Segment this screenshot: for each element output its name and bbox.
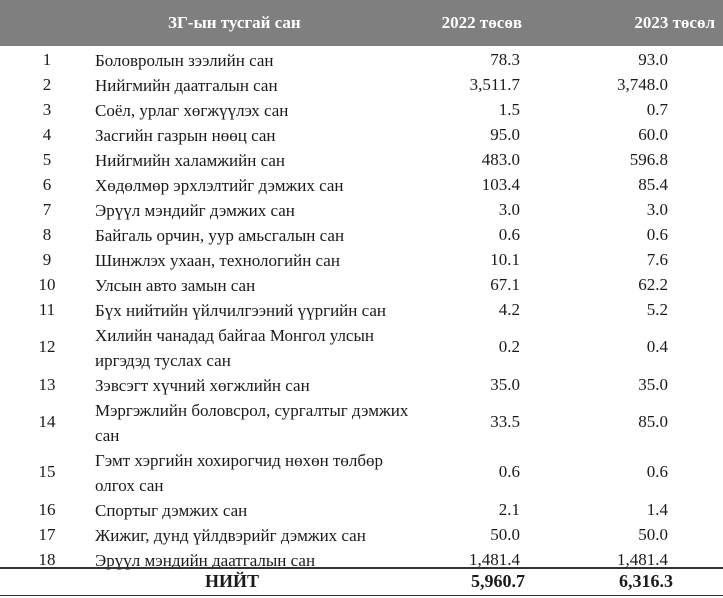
fund-name: Боловролын зээлийн сан xyxy=(95,51,274,70)
row-number: 13 xyxy=(38,375,56,394)
value-2022: 35.0 xyxy=(490,375,520,394)
row-number: 3 xyxy=(42,100,52,119)
value-2022: 103.4 xyxy=(481,175,520,194)
fund-name: Спортыг дэмжих сан xyxy=(95,501,248,520)
value-2023: 85.0 xyxy=(638,412,668,431)
value-2023: 85.4 xyxy=(638,175,668,194)
fund-name: Бүх нийтийн үйлчилгээний үүргийн сан xyxy=(95,301,387,320)
row-number: 9 xyxy=(42,250,52,269)
header-2023-draft: 2023 төсөл xyxy=(634,13,715,32)
table-row xyxy=(0,448,723,498)
fund-name: Гэмт хэргийн хохирогчид нөхөн төлбөр олгох сан xyxy=(95,451,384,495)
value-2023: 3,748.0 xyxy=(617,75,668,94)
row-number: 8 xyxy=(42,225,52,244)
row-number: 17 xyxy=(38,525,56,544)
header-2022-budget: 2022 төсөв xyxy=(441,13,522,32)
table-row xyxy=(0,223,723,248)
table-row xyxy=(0,398,723,448)
value-2022: 1,481.4 xyxy=(469,550,520,569)
fund-name: Эрүүл мэндийн даатгалын сан xyxy=(95,551,316,570)
row-number: 2 xyxy=(42,75,52,94)
fund-name: Нийгмийн халамжийн сан xyxy=(95,151,285,170)
value-2023: 5.2 xyxy=(646,300,668,319)
fund-name: Байгаль орчин, уур амьсгалын сан xyxy=(95,226,345,245)
fund-name: Жижиг, дунд үйлдвэрийг дэмжих сан xyxy=(95,526,366,545)
value-2022: 3,511.7 xyxy=(469,75,520,94)
fund-name: Мэргэжлийн боловсрол, сургалтыг дэмжих сан xyxy=(95,401,409,445)
header-fund-name: ЗГ-ын тусгай сан xyxy=(168,13,301,32)
value-2023: 1,481.4 xyxy=(617,550,668,569)
table-row xyxy=(0,123,723,148)
value-2023: 50.0 xyxy=(638,525,668,544)
value-2022: 10.1 xyxy=(490,250,520,269)
total-divider xyxy=(0,567,723,569)
table-header xyxy=(0,0,723,46)
fund-name: Хөдөлмөр эрхлэлтийг дэмжих сан xyxy=(95,176,344,195)
row-number: 5 xyxy=(42,150,52,169)
table-row xyxy=(0,248,723,273)
value-2023: 93.0 xyxy=(638,50,668,69)
fund-name: Засгийн газрын нөөц сан xyxy=(95,126,276,145)
table-row xyxy=(0,48,723,73)
row-number: 14 xyxy=(38,412,56,431)
value-2022: 3.0 xyxy=(498,200,520,219)
row-number: 11 xyxy=(38,300,56,319)
value-2023: 0.4 xyxy=(646,337,668,356)
row-number: 15 xyxy=(38,462,56,481)
table-row xyxy=(0,73,723,98)
row-number: 12 xyxy=(38,337,56,356)
fund-name: Соёл, урлаг хөгжүүлэх сан xyxy=(95,101,289,120)
table-row xyxy=(0,548,723,573)
value-2022: 95.0 xyxy=(490,125,520,144)
total-label: НИЙТ xyxy=(205,571,260,591)
row-number: 4 xyxy=(42,125,52,144)
value-2022: 0.6 xyxy=(498,225,520,244)
value-2022: 67.1 xyxy=(490,275,520,294)
value-2022: 0.2 xyxy=(498,337,520,356)
fund-name: Хилийн чанадад байгаа Монгол улсын иргэдэд туслах сан xyxy=(95,326,374,370)
table-row xyxy=(0,298,723,323)
table-row xyxy=(0,198,723,223)
fund-name: Шинжлэх ухаан, технологийн сан xyxy=(95,251,340,270)
value-2023: 596.8 xyxy=(629,150,668,169)
bottom-divider xyxy=(0,595,723,596)
value-2023: 0.6 xyxy=(646,462,668,481)
value-2022: 2.1 xyxy=(498,500,520,519)
row-number: 1 xyxy=(42,50,52,69)
value-2023: 60.0 xyxy=(638,125,668,144)
table-row xyxy=(0,323,723,373)
value-2023: 35.0 xyxy=(638,375,668,394)
fund-name: Улсын авто замын сан xyxy=(95,276,256,295)
value-2023: 3.0 xyxy=(646,200,668,219)
total-row xyxy=(0,571,723,595)
value-2022: 50.0 xyxy=(490,525,520,544)
table-row xyxy=(0,523,723,548)
value-2023: 0.6 xyxy=(646,225,668,244)
fund-name: Зэвсэгт хүчний хөгжлийн сан xyxy=(95,376,310,395)
table-row xyxy=(0,148,723,173)
row-number: 6 xyxy=(42,175,52,194)
value-2023: 0.7 xyxy=(646,100,668,119)
value-2023: 7.6 xyxy=(646,250,668,269)
total-2022: 5,960.7 xyxy=(471,571,525,591)
row-number: 18 xyxy=(38,550,56,569)
value-2022: 483.0 xyxy=(481,150,520,169)
fund-name: Нийгмийн даатгалын сан xyxy=(95,76,278,95)
value-2022: 1.5 xyxy=(498,100,520,119)
value-2022: 33.5 xyxy=(490,412,520,431)
table-row xyxy=(0,273,723,298)
value-2023: 1.4 xyxy=(646,500,668,519)
row-number: 7 xyxy=(42,200,52,219)
table-row xyxy=(0,498,723,523)
value-2022: 78.3 xyxy=(490,50,520,69)
value-2022: 4.2 xyxy=(498,300,520,319)
table-row xyxy=(0,173,723,198)
row-number: 10 xyxy=(38,275,56,294)
value-2023: 62.2 xyxy=(638,275,668,294)
table-row xyxy=(0,373,723,398)
table-row xyxy=(0,98,723,123)
total-2023: 6,316.3 xyxy=(619,571,673,591)
fund-name: Эрүүл мэндийг дэмжих сан xyxy=(95,201,295,220)
row-number: 16 xyxy=(38,500,56,519)
value-2022: 0.6 xyxy=(498,462,520,481)
